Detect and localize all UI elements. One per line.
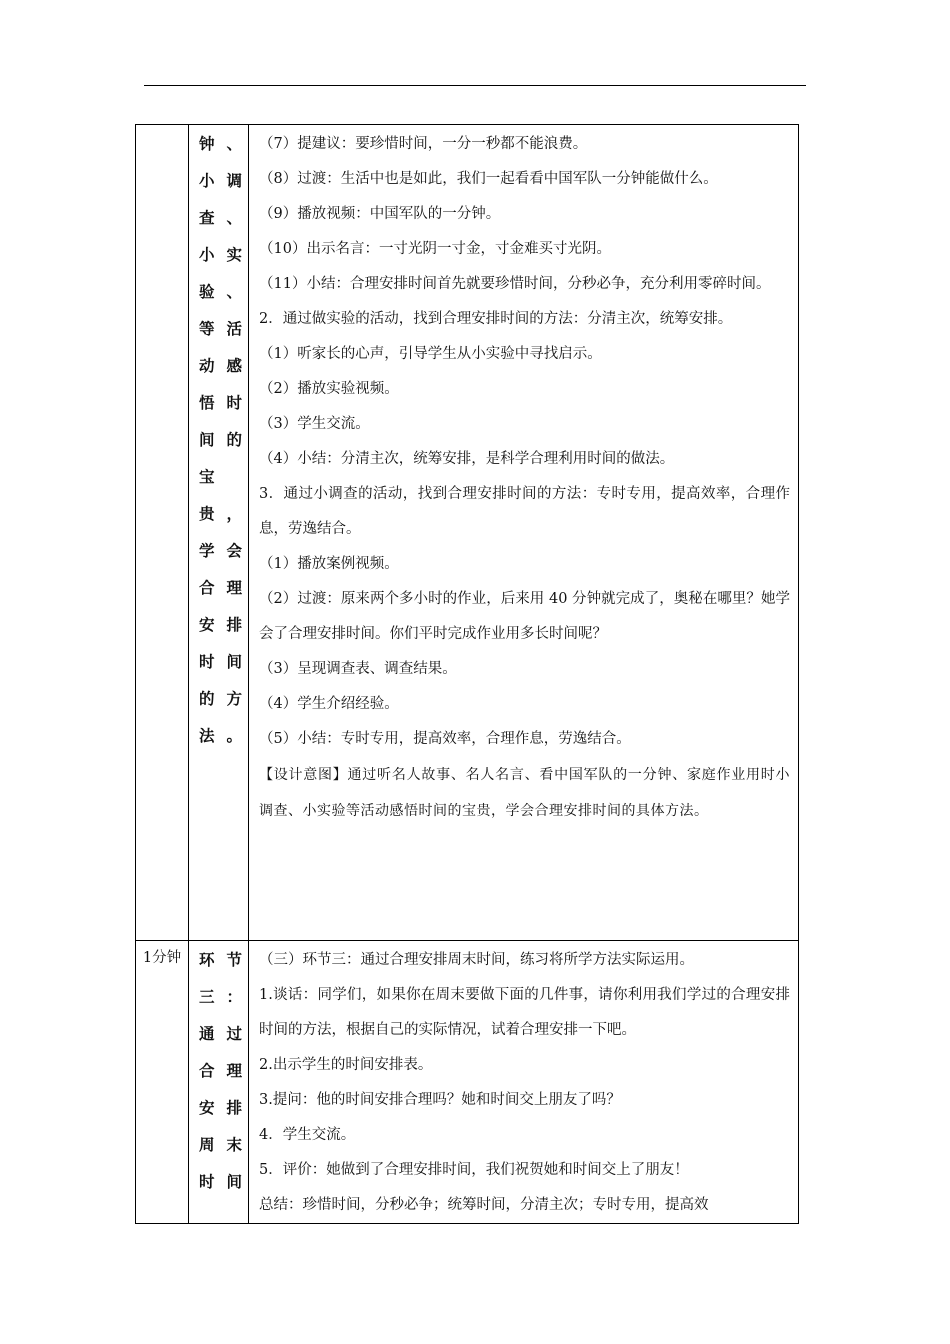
stage-cell <box>189 125 249 941</box>
content-line: （3）呈现调查表、调查结果。 <box>259 661 457 677</box>
stage-text <box>189 125 248 754</box>
content-line: （1）播放案例视频。 <box>259 556 399 572</box>
content-line: （2）过渡：原来两个多小时的作业，后来用 40 分钟就完成了，奥秘在哪里？她学会了合理安排时间。你们平时完成作业用多长时间呢？ <box>259 591 790 642</box>
stage-line: 悟 时 <box>199 393 242 412</box>
stage-line: 法。 <box>199 726 242 745</box>
stage-line: 贵 ， <box>199 504 242 523</box>
stage-line: 验 、 <box>199 282 242 301</box>
stage-line: 宝 <box>199 467 215 486</box>
stage-line: 环 节 <box>199 950 242 969</box>
content-line: 2．通过做实验的活动，找到合理安排时间的方法：分清主次，统筹安排。 <box>259 311 733 327</box>
content-line: （11）小结：合理安排时间首先就要珍惜时间，分秒必争，充分利用零碎时间。 <box>259 276 771 292</box>
content-line: （7）提建议：要珍惜时间，一分一秒都不能浪费。 <box>259 136 588 152</box>
content-line: （4）学生介绍经验。 <box>259 696 399 712</box>
table-row <box>136 125 799 941</box>
header-rule <box>144 85 806 86</box>
stage-line: 查 、 <box>199 208 242 227</box>
content-line: （3）学生交流。 <box>259 416 370 432</box>
content-line: 1.谈话：同学们，如果你在周末要做下面的几件事，请你利用我们学过的合理安排时间的方法，根据自己的实际情况，试着合理安排一下吧。 <box>259 987 790 1038</box>
content-line: 4．学生交流。 <box>259 1127 356 1143</box>
content-line: 3.提问：他的时间安排合理吗？她和时间交上朋友了吗？ <box>259 1092 621 1108</box>
content-line: 总结：珍惜时间，分秒必争；统筹时间，分清主次；专时专用，提高效 <box>259 1197 709 1213</box>
stage-line: 三 ： <box>199 987 242 1006</box>
content-line: （8）过渡：生活中也是如此，我们一起看看中国军队一分钟能做什么。 <box>259 171 718 187</box>
content-cell <box>249 125 799 941</box>
stage-line: 时 间 <box>199 652 242 671</box>
content-line: 5．评价：她做到了合理安排时间，我们祝贺她和时间交上了朋友！ <box>259 1162 689 1178</box>
stage-line: 学 会 <box>199 541 242 560</box>
lesson-plan-table <box>135 124 799 1224</box>
content-text <box>259 943 790 1223</box>
stage-line: 等 活 <box>199 319 242 338</box>
content-line: （9）播放视频：中国军队的一分钟。 <box>259 206 501 222</box>
stage-line: 间 的 <box>199 430 242 449</box>
content-cell <box>249 941 799 1224</box>
stage-cell <box>189 941 249 1224</box>
time-cell <box>136 125 189 941</box>
content-line: （4）小结：分清主次，统筹安排，是科学合理利用时间的做法。 <box>259 451 675 467</box>
content-line: 3．通过小调查的活动，找到合理安排时间的方法：专时专用，提高效率，合理作息，劳逸结合。 <box>259 486 790 537</box>
stage-line: 钟 、 <box>199 134 242 153</box>
content-line: （2）播放实验视频。 <box>259 381 399 397</box>
content-line: （5）小结：专时专用，提高效率，合理作息，劳逸结合。 <box>259 731 631 747</box>
stage-line: 周 末 <box>199 1135 242 1154</box>
stage-line: 的 方 <box>199 689 242 708</box>
stage-line: 合 理 <box>199 578 242 597</box>
content-line: （1）听家长的心声，引导学生从小实验中寻找启示。 <box>259 346 602 362</box>
content-line: （10）出示名言：一寸光阴一寸金，寸金难买寸光阴。 <box>259 241 611 257</box>
table-row <box>136 941 799 1224</box>
stage-line: 通 过 <box>199 1024 242 1043</box>
content-line: 2.出示学生的时间安排表。 <box>259 1057 433 1073</box>
stage-line: 小 实 <box>199 245 242 264</box>
design-intent: 【设计意图】通过听名人故事、名人名言、看中国军队的一分钟、家庭作业用时小调查、小实验等活动感悟时间的宝贵，学会合理安排时间的具体方法。 <box>259 767 790 819</box>
stage-line: 动 感 <box>199 356 242 375</box>
content-line: （三）环节三：通过合理安排周末时间，练习将所学方法实际运用。 <box>259 952 694 968</box>
stage-line: 时 间 <box>199 1172 242 1191</box>
stage-text <box>189 941 248 1200</box>
content-text <box>259 127 790 757</box>
time-cell: 1分钟 <box>136 941 189 1224</box>
stage-line: 安 排 <box>199 1098 242 1117</box>
stage-line: 合 理 <box>199 1061 242 1080</box>
stage-line: 安 排 <box>199 615 242 634</box>
stage-line: 小 调 <box>199 171 242 190</box>
